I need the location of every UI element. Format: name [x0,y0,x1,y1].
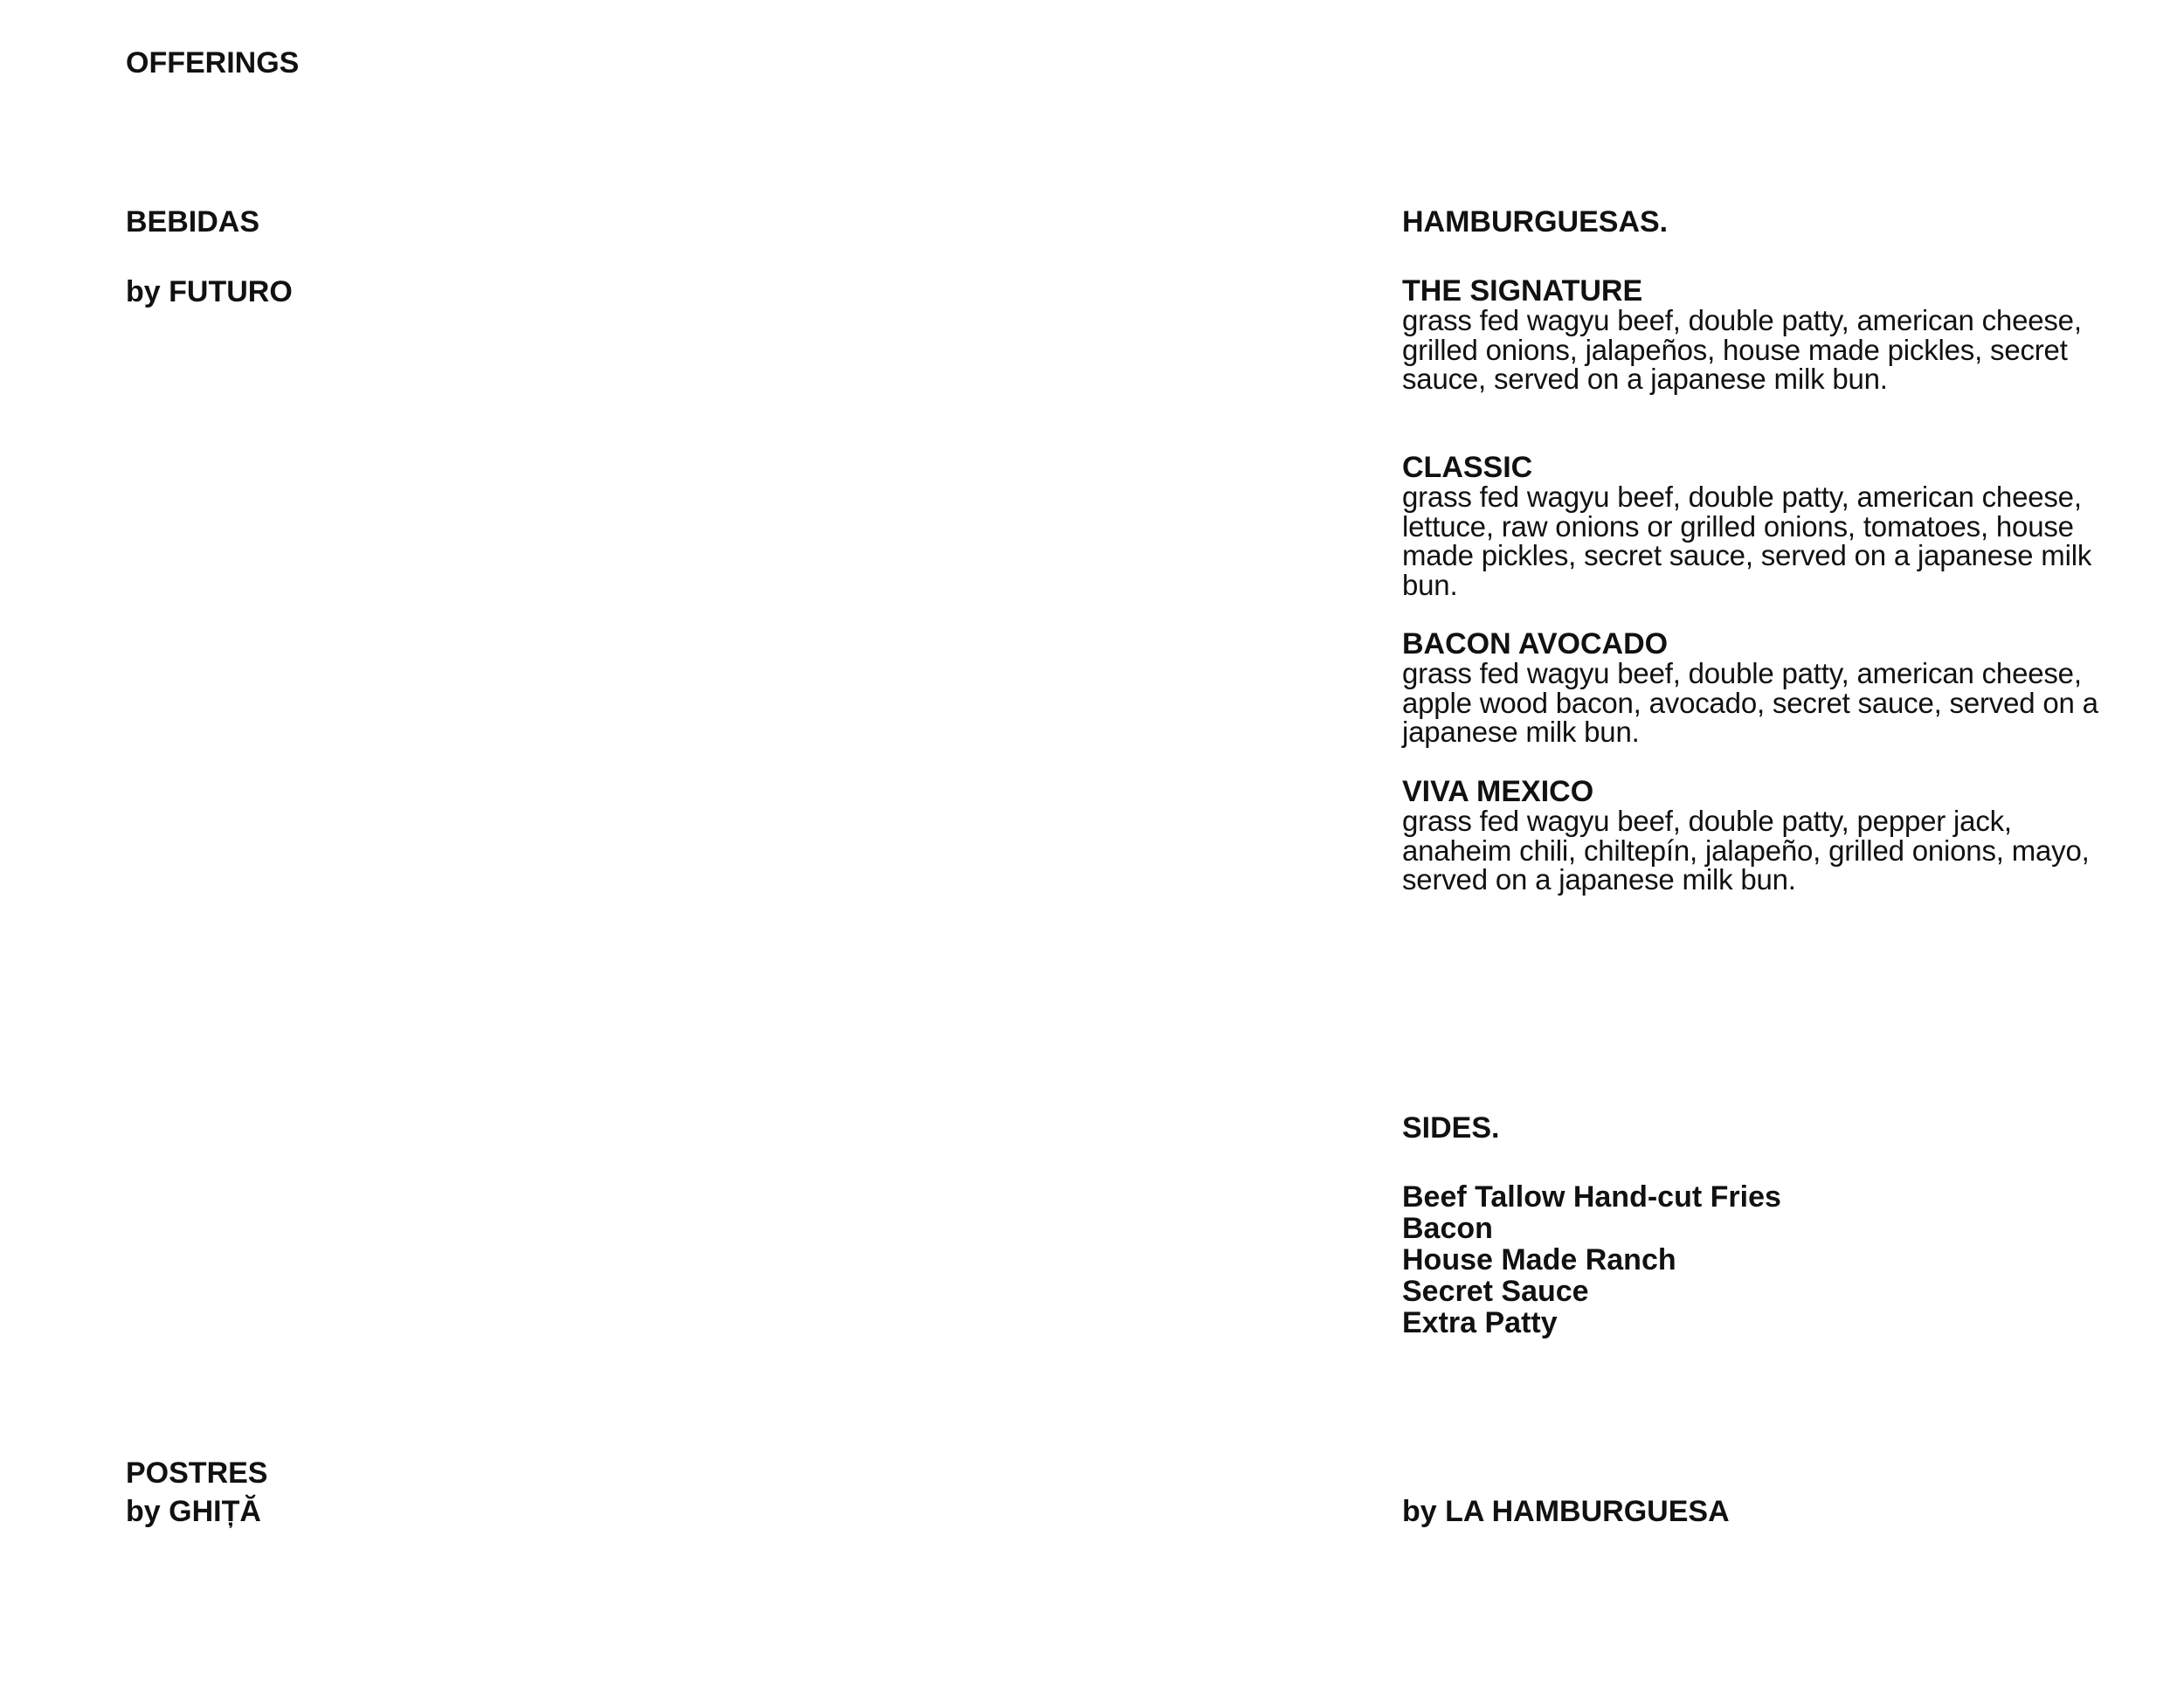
hamburguesas-heading: HAMBURGUESAS. [1402,205,1669,239]
menu-item-name: CLASSIC [1402,451,1533,484]
hamburguesas-byline: by LA HAMBURGUESA [1402,1495,1730,1528]
bebidas-byline: by FUTURO [126,275,293,308]
menu-item-the-signature [1402,276,2118,394]
menu-item-name: VIVA MEXICO [1402,775,1594,808]
page-title: OFFERINGS [126,46,300,80]
menu-item-name: THE SIGNATURE [1402,274,1643,308]
menu-item-description: grass fed wagyu beef, double patty, american cheese, grilled onions, jalapeños, house made pickles, secret sauce, served on a japanese milk bun. [1402,304,2082,395]
side-item: House Made Ranch [1402,1243,1676,1276]
menu-item-description: grass fed wagyu beef, double patty, pepper jack, anaheim chili, chiltepín, jalapeño, grilled onions, mayo, served on a japanese milk bun. [1402,805,2090,896]
menu-item-description: grass fed wagyu beef, double patty, american cheese, lettuce, raw onions or grilled onions, tomatoes, house made pickles, secret sauce, served on a japanese milk bun. [1402,481,2092,601]
menu-item-classic [1402,453,2118,599]
menu-item-viva-mexico [1402,777,2118,895]
menu-item-bacon-avocado [1402,629,2118,747]
menu-item-name: BACON AVOCADO [1402,627,1669,661]
postres-byline: by GHIȚĂ [126,1495,261,1528]
sides-heading: SIDES. [1402,1111,1500,1145]
postres-heading: POSTRES [126,1456,268,1490]
menu-item-description: grass fed wagyu beef, double patty, american cheese, apple wood bacon, avocado, secret sauce, served on a japanese milk bun. [1402,657,2098,748]
side-item: Secret Sauce [1402,1275,1589,1308]
side-item: Bacon [1402,1212,1493,1245]
sides-list [1402,1181,1781,1339]
side-item: Beef Tallow Hand-cut Fries [1402,1180,1781,1214]
bebidas-heading: BEBIDAS [126,205,260,239]
side-item: Extra Patty [1402,1306,1558,1339]
